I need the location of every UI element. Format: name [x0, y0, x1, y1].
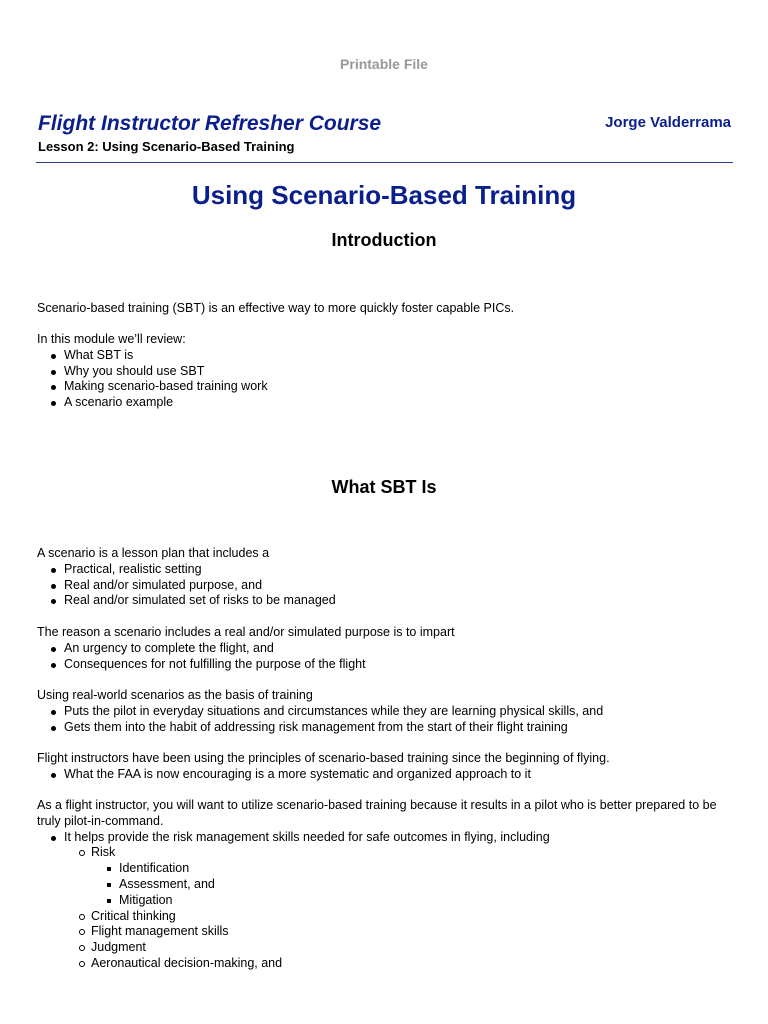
author-name: Jorge Valderrama	[605, 114, 731, 131]
page-title: Using Scenario-Based Training	[191, 180, 577, 210]
intro-review-list	[37, 348, 737, 411]
purpose-block	[37, 625, 737, 672]
principles-block	[37, 751, 737, 783]
list-item: Identification	[91, 861, 737, 877]
list-item: A scenario example	[37, 395, 737, 411]
printable-file-label: Printable File	[340, 56, 428, 72]
scenario-definition-lead: A scenario is a lesson plan that includes a	[37, 546, 270, 560]
list-item: Gets them into the habit of addressing risk management from the start of their flight training	[37, 720, 737, 736]
intro-paragraph: Scenario-based training (SBT) is an effective way to more quickly foster capable PICs.	[37, 301, 515, 315]
intro-review-lead: In this module we’ll review:	[37, 332, 186, 346]
scenario-definition-list	[37, 562, 737, 609]
list-item: Real and/or simulated purpose, and	[37, 578, 737, 594]
list-item: Judgment	[64, 940, 737, 956]
list-item: Practical, realistic setting	[37, 562, 737, 578]
list-item: What the FAA is now encouraging is a more systematic and organized approach to it	[37, 767, 737, 783]
risk-label: Risk	[91, 845, 116, 860]
risk-management-sublist	[64, 845, 737, 971]
intro-heading: Introduction	[331, 230, 437, 250]
list-item: Why you should use SBT	[37, 364, 737, 380]
list-item: Assessment, and	[91, 877, 737, 893]
intro-review-block	[37, 332, 737, 411]
list-item: Flight management skills	[64, 924, 737, 940]
list-item: Real and/or simulated set of risks to be managed	[37, 593, 737, 609]
principles-lead: Flight instructors have been using the principles of scenario-based training since the beginning of flying.	[37, 751, 610, 765]
risk-sublist	[91, 861, 737, 908]
real-world-lead: Using real-world scenarios as the basis of training	[37, 688, 313, 702]
list-item	[37, 830, 737, 972]
risk-management-item-label: It helps provide the risk management skills needed for safe outcomes in flying, including	[64, 829, 550, 844]
list-item: Making scenario-based training work	[37, 379, 737, 395]
list-item: What SBT is	[37, 348, 737, 364]
list-item: Consequences for not fulfilling the purpose of the flight	[37, 657, 737, 673]
instructor-block	[37, 798, 737, 972]
list-item: An urgency to complete the flight, and	[37, 641, 737, 657]
real-world-list	[37, 704, 737, 736]
instructor-list	[37, 830, 737, 972]
scenario-definition-block	[37, 546, 737, 609]
principles-list	[37, 767, 737, 783]
list-item: Mitigation	[91, 893, 737, 909]
real-world-block	[37, 688, 737, 735]
instructor-lead: As a flight instructor, you will want to utilize scenario-based training because it results in a pilot who is better prepared to be truly pilot-in-command.	[37, 798, 717, 828]
course-title: Flight Instructor Refresher Course	[38, 112, 382, 135]
list-item	[64, 845, 737, 908]
purpose-lead: The reason a scenario includes a real and/or simulated purpose is to impart	[37, 625, 455, 639]
lesson-subtitle: Lesson 2: Using Scenario-Based Training	[38, 139, 295, 154]
list-item: Aeronautical decision-making, and	[64, 956, 737, 972]
what-sbt-heading: What SBT Is	[331, 477, 437, 497]
list-item: Critical thinking	[64, 909, 737, 925]
list-item: Puts the pilot in everyday situations and circumstances while they are learning physical skills, and	[37, 704, 737, 720]
purpose-list	[37, 641, 737, 673]
header-divider	[36, 162, 733, 163]
